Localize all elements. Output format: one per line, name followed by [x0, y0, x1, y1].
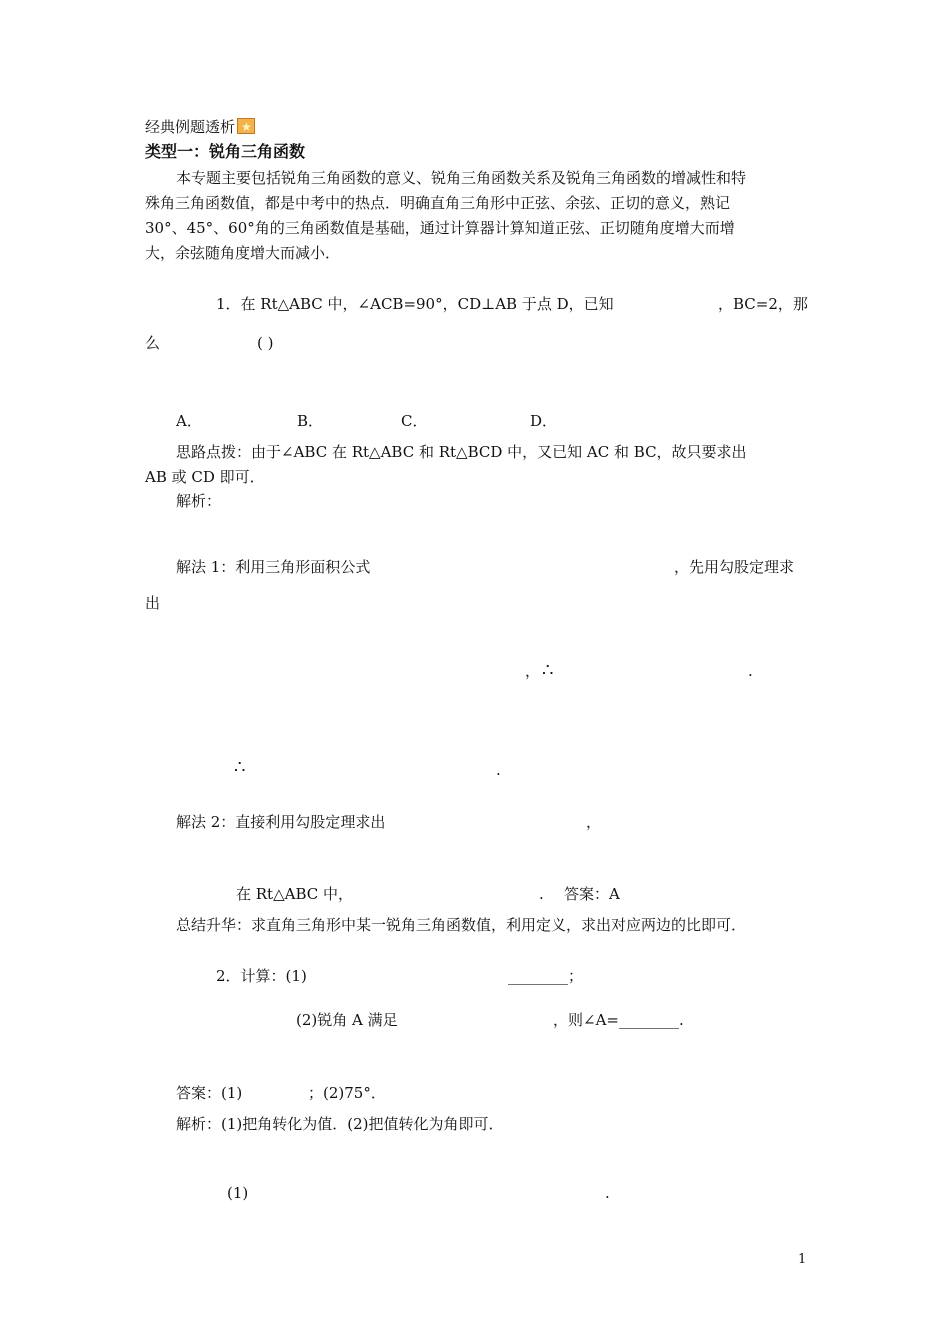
q2-answer-a: 答案：(1) [176, 1084, 243, 1102]
hint-line-1: 思路点拨：由于∠ABC 在 Rt△ABC 和 Rt△BCD 中，又已知 AC 和 BC，故只要求出 [176, 443, 747, 461]
q2-analysis: 解析：(1)把角转化为值．(2)把值转化为角即可． [176, 1115, 504, 1133]
period-mark: . [748, 662, 753, 680]
q2-blank-1: ________； [508, 967, 584, 985]
rt-period: . [539, 885, 544, 903]
method1-line: 解法 1：利用三角形面积公式 [176, 558, 371, 576]
period-mark-2: . [496, 761, 501, 779]
section-header [145, 117, 255, 137]
option-b: B． [297, 412, 324, 430]
option-a: A． [176, 412, 202, 430]
method2-comma: ， [586, 813, 602, 831]
q1-stem-cont: 么 [145, 334, 161, 352]
therefore-mark: ∴ [542, 660, 554, 681]
q2-stem: 2．计算：(1) [216, 967, 307, 985]
star-icon [237, 118, 255, 134]
page-heading: 经典例题透析 [145, 118, 236, 136]
method1-tail: ，先用勾股定理求 [674, 558, 795, 576]
q2-solution-1-period: . [605, 1184, 610, 1202]
q2-answer-b: ；(2)75°． [308, 1084, 386, 1102]
q2-part2-end: ，则∠A=________. [553, 1011, 684, 1029]
method1-cont: 出 [145, 594, 161, 612]
q2-solution-1: (1) [227, 1184, 249, 1202]
hint-line-2: AB 或 CD 即可． [145, 468, 265, 486]
option-c: C． [401, 412, 428, 430]
q2-part2: (2)锐角 A 满足 [296, 1011, 398, 1029]
intro-line-1: 本专题主要包括锐角三角函数的意义、锐角三角函数关系及锐角三角函数的增减性和特 [176, 169, 747, 187]
comma-mark: ， [525, 662, 541, 680]
rt-line: 在 Rt△ABC 中， [236, 885, 354, 903]
analysis-label: 解析： [176, 492, 222, 510]
intro-line-2: 殊角三角函数值，都是中考中的热点．明确直角三角形中正弦、余弦、正切的意义，熟记 [145, 194, 731, 212]
section-title: 类型一：锐角三角函数 [145, 142, 306, 161]
q1-answer: 答案：A [564, 885, 620, 903]
q1-stem: 1．在 Rt△ABC 中，∠ACB=90°，CD⊥AB 于点 D，已知 [216, 295, 614, 313]
intro-line-3: 30°、45°、60°角的三角函数值是基础，通过计算器计算知道正弦、正切随角度增大而增 [145, 219, 735, 237]
intro-line-4: 大，余弦随角度增大而减小． [145, 244, 341, 262]
method2-line: 解法 2：直接利用勾股定理求出 [176, 813, 386, 831]
page-number: 1 [798, 1252, 807, 1267]
option-d: D． [530, 412, 558, 430]
q1-stem-end: ，BC=2，那 [718, 295, 808, 313]
summary-line: 总结升华：求直角三角形中某一锐角三角函数值，利用定义，求出对应两边的比即可． [176, 916, 747, 934]
q1-paren: ( ) [257, 334, 274, 352]
therefore-mark-2: ∴ [234, 757, 246, 778]
